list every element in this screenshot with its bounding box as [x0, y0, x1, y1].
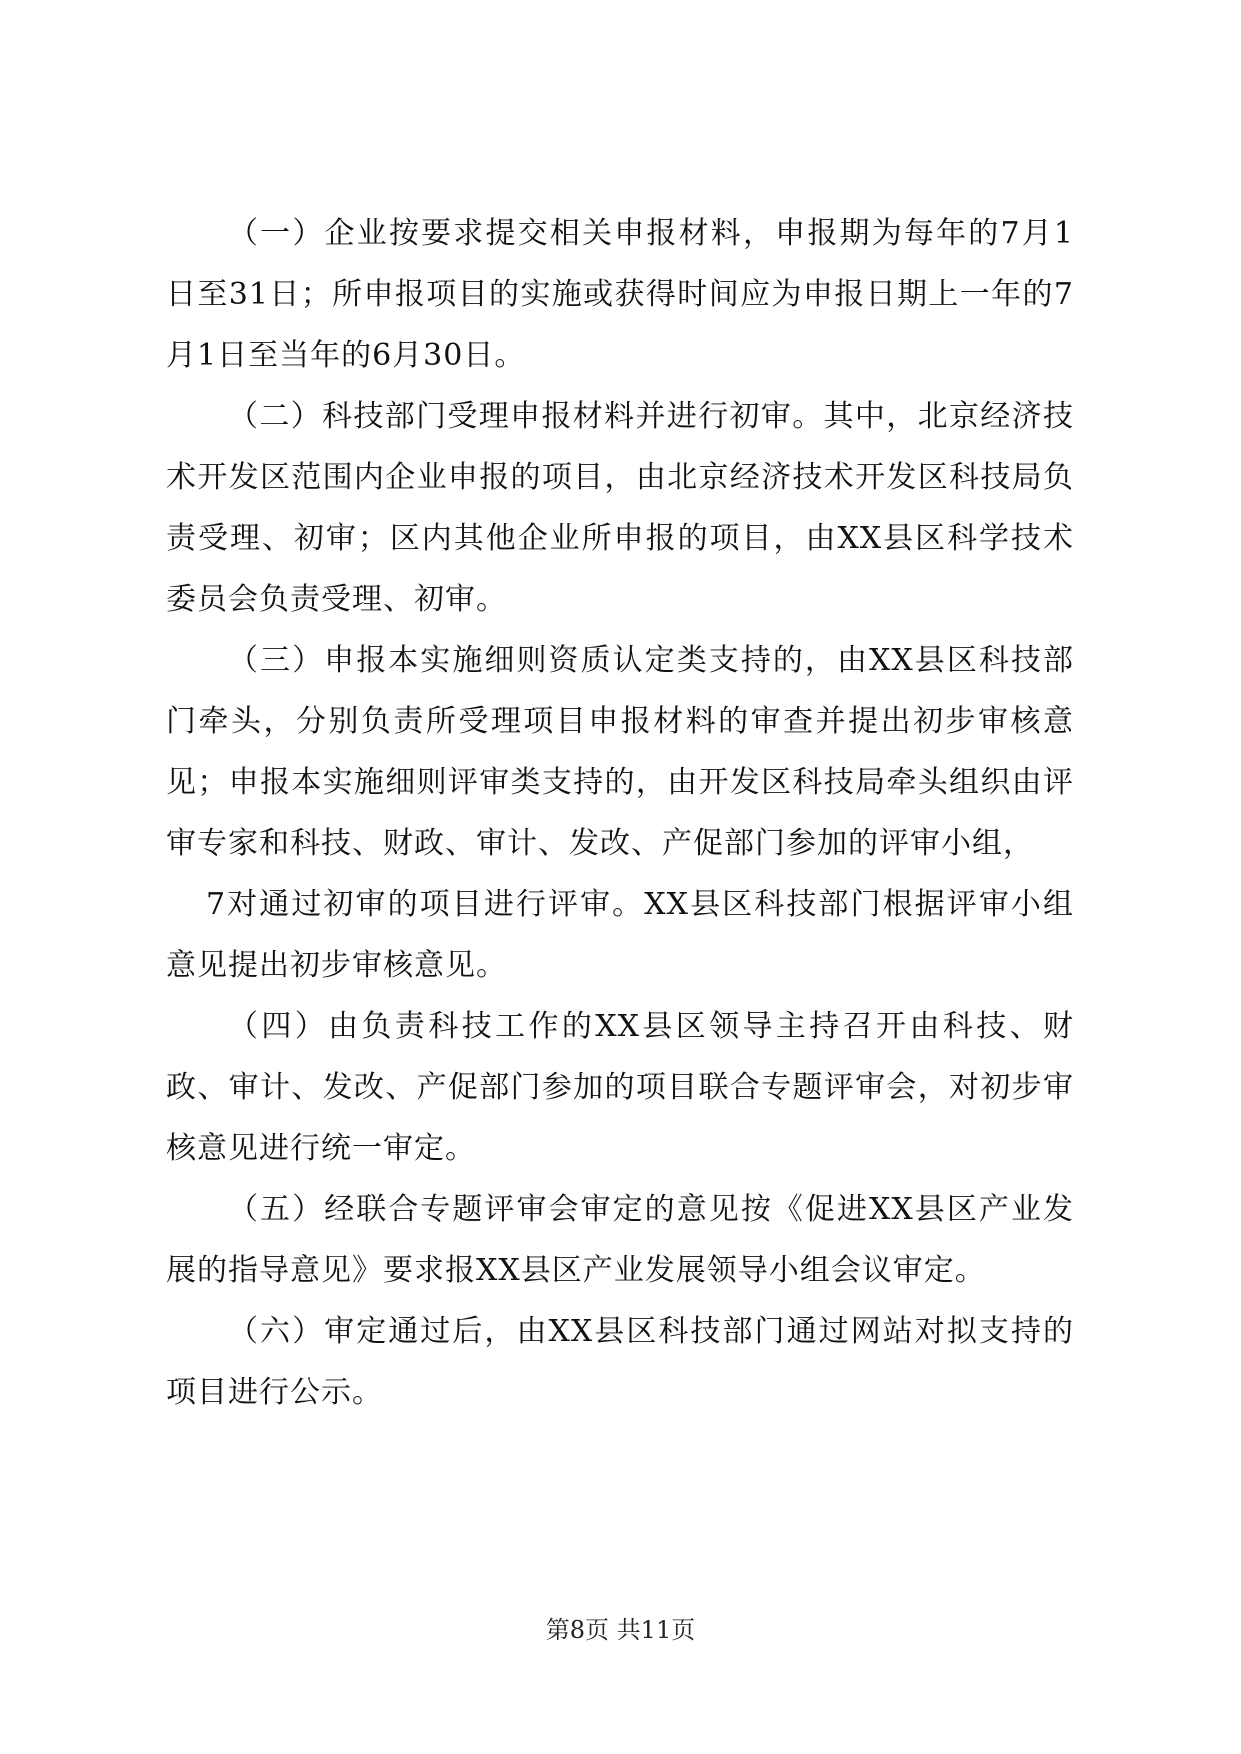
document-body [166, 203, 1074, 1423]
paragraph-joint-review: （四）由负责科技工作的XX县区领导主持召开由科技、财政、审计、发改、产促部门参加的项目联合专题评审会，对初步审核意见进行统一审定。 [166, 1009, 1074, 1166]
paragraph-public-notice: （六）审定通过后，由XX县区科技部门通过网站对拟支持的项目进行公示。 [166, 1314, 1074, 1410]
paragraph-review-continuation: 7对通过初审的项目进行评审。XX县区科技部门根据评审小组意见提出初步审核意见。 [166, 887, 1074, 983]
paragraph-leadership-approval: （五）经联合专题评审会审定的意见按《促进XX县区产业发展的指导意见》要求报XX县区产业发展领导小组会议审定。 [166, 1192, 1074, 1288]
page-number-footer: 第8页 共11页 [545, 1616, 696, 1644]
paragraph-initial-review: （二）科技部门受理申报材料并进行初审。其中，北京经济技术开发区范围内企业申报的项目，由北京经济技术开发区科技局负责受理、初审；区内其他企业所申报的项目，由XX县区科学技术委员会负责受理、初审。 [166, 399, 1074, 617]
paragraph-submission: （一）企业按要求提交相关申报材料，申报期为每年的7月1日至31日；所申报项目的实施或获得时间应为申报日期上一年的7月1日至当年的6月30日。 [166, 216, 1074, 373]
paragraph-qualification-review: （三）申报本实施细则资质认定类支持的，由XX县区科技部门牵头，分别负责所受理项目申报材料的审查并提出初步审核意见；申报本实施细则评审类支持的，由开发区科技局牵头组织由评审专家和科技、财政、审计、发改、产促部门参加的评审小组， [166, 643, 1074, 861]
